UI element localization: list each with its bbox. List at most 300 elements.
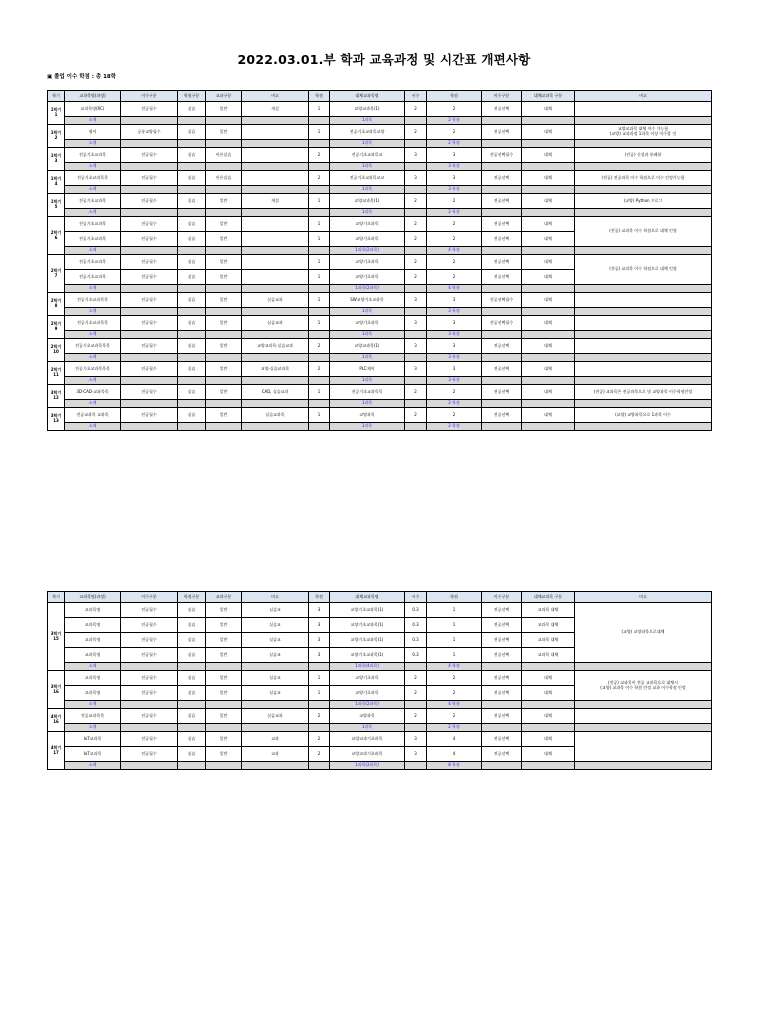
table-cell: 교양기초교과목(1) [330,648,405,663]
subtotal-cell: 4 학점 [427,663,482,671]
table-cell [242,148,309,163]
table-row [48,255,712,270]
table-cell: 대체 [522,339,575,354]
subtotal-cell [242,663,309,671]
table-cell: 1 [309,408,330,423]
note-cell: (전공) 신설과 통폐합 [575,148,712,163]
table-cell: CAD, 실습교과 [242,385,309,400]
subtotal-cell: 2 학점 [427,400,482,408]
table-row [48,102,712,117]
subtotal-cell [309,354,330,362]
table-cell: 전공기초교과목목 [65,293,121,308]
semester-cell: 2학기 6 [48,217,65,255]
table-header [48,592,712,603]
table-cell: 전공선택 [482,255,522,270]
table-cell: 대체 [522,732,575,747]
table-cell: 전공필수 [121,102,178,117]
table-cell: 실습교과목 [242,408,309,423]
table-cell: 전공기초교과목목 [330,385,405,400]
subtotal-cell: 1과목(2과목) [330,701,405,709]
table-cell: 교양교과목(1) [330,339,405,354]
subtotal-cell [121,186,178,194]
table-cell [242,171,309,186]
subtotal-cell [405,186,427,194]
subtotal-cell: 1과목 [330,354,405,362]
table-cell: 교양교과목(1) [330,102,405,117]
column-header: 비고 [575,592,712,603]
table-cell: 전공기초교과목목목 [65,362,121,377]
note-cell [575,293,712,308]
subtotal-cell: 소계 [65,186,121,194]
subtotal-cell [405,331,427,339]
subtotal-cell [309,377,330,385]
subtotal-cell [178,663,206,671]
subtotal-cell [206,285,242,293]
subtotal-cell [309,423,330,431]
table-cell: 4 [427,732,482,747]
subtotal-cell: 소계 [65,762,121,770]
table-cell: 실습 [178,125,206,140]
subtotal-cell: 4 학점 [427,247,482,255]
subtotal-cell: 3 학점 [427,186,482,194]
column-header: 대체교과목 구분 [522,91,575,102]
table-cell: 전공필수 [121,671,178,686]
table-cell: 교과목 대체 [522,648,575,663]
subtotal-cell [242,423,309,431]
subtotal-cell: 소계 [65,308,121,316]
subtotal-cell [178,163,206,171]
subtotal-cell [309,247,330,255]
table-cell: 3 [427,148,482,163]
note-cell [575,709,712,724]
table-cell: 대체 [522,408,575,423]
table-cell: 교양교과기초과목 [330,732,405,747]
semester-cell: 4학기 16 [48,709,65,732]
subtotal-cell [178,117,206,125]
table-cell: 2 [405,217,427,232]
subtotal-cell [309,209,330,217]
subtotal-cell: 1과목 [330,308,405,316]
table-cell: 전공선택 [482,102,522,117]
column-header: 학점 [427,592,482,603]
subtotal-cell [405,377,427,385]
table-cell: 교양기초교과목(1) [330,633,405,648]
table-cell: 전공필수 [121,709,178,724]
table-cell: 1 [309,125,330,140]
table-cell: 대체 [522,293,575,308]
semester-cell: 3학기 12 [48,385,65,408]
subtotal-cell [575,163,712,171]
column-header: 이수구분 [121,91,178,102]
table-cell: 실습 [178,671,206,686]
table-cell: 1 [309,217,330,232]
table-cell: 교양기초과목 [330,217,405,232]
table-cell: 교양기초과목 [330,671,405,686]
table-cell: 3 [405,339,427,354]
table-cell: 전공교과목 교과목 [65,408,121,423]
subtotal-cell: 2 학점 [427,209,482,217]
table-cell: 일반 [206,232,242,247]
subtotal-cell [482,400,522,408]
subtotal-cell [178,701,206,709]
subtotal-cell [309,163,330,171]
table-cell: 일반 [206,385,242,400]
table-cell: 대체 [522,194,575,209]
subtotal-cell [206,186,242,194]
table-cell: 교과목명 [65,648,121,663]
table-cell: 3 [405,171,427,186]
semester-cell: 1학기 4 [48,171,65,194]
table-cell: 전공필수 [121,217,178,232]
semester-cell: 1학기 1 [48,102,65,125]
table-cell: 교양기초과목 [330,232,405,247]
subtotal-cell [242,354,309,362]
table-cell: 실습 [178,102,206,117]
subtotal-cell [405,663,427,671]
subtotal-cell [482,163,522,171]
table-cell: 2 [309,148,330,163]
table-cell: 2 [309,171,330,186]
table-row [48,732,712,747]
subtotal-cell [309,663,330,671]
table-cell: 개설 [242,194,309,209]
table-cell: 교양기초과목 [330,686,405,701]
subtotal-cell [575,377,712,385]
subtotal-cell [405,724,427,732]
table-cell: 실습 [178,686,206,701]
table-cell: 일반 [206,408,242,423]
table-cell: SW교양기초교과목 [330,293,405,308]
table-cell: 1 [309,686,330,701]
table-cell: 2 [309,362,330,377]
table-cell: 전공선택필수 [482,316,522,331]
subtotal-cell [522,663,575,671]
subtotal-cell [206,331,242,339]
table-cell: 일반 [206,732,242,747]
subtotal-cell [242,308,309,316]
note-cell: (전공) 교과목은 전공과목으로 및 교양과목 이수학점인정 [575,385,712,400]
subtotal-row [48,701,712,709]
subtotal-cell [309,117,330,125]
table-cell: 대체 [522,316,575,331]
subtotal-cell: 1과목 [330,209,405,217]
table-cell: 전공기초교과목목 [65,171,121,186]
subtotal-cell [575,423,712,431]
subtotal-cell [242,331,309,339]
table-body [48,603,712,770]
table-cell: 실습 [178,603,206,618]
table-cell [242,270,309,285]
table-cell: 전공선택 [482,648,522,663]
table-cell: 2 [427,671,482,686]
subtotal-cell [178,724,206,732]
table-cell [242,217,309,232]
subtotal-cell [482,701,522,709]
table-row [48,408,712,423]
subtotal-cell [575,724,712,732]
subtotal-cell [575,663,712,671]
table-cell: 3D·CAD·교과목목 [65,385,121,400]
subtotal-cell: 소계 [65,117,121,125]
subtotal-cell [242,724,309,732]
table-cell: 일반 [206,293,242,308]
subtotal-cell [121,285,178,293]
column-header: 비고 [575,91,712,102]
table-cell: 대체 [522,385,575,400]
subtotal-cell [482,117,522,125]
subtotal-cell: 3 학점 [427,331,482,339]
table-cell: 전공필수 [121,148,178,163]
table-cell: 일반 [206,686,242,701]
table-cell: 교양기초과목 [330,316,405,331]
subtotal-cell: 1과목 [330,331,405,339]
table-cell: 전공선택 [482,408,522,423]
table-cell: 일반 [206,603,242,618]
subtotal-cell [242,701,309,709]
note-cell: (전공) 교과목 이수 학점으로 대체 인정 [575,255,712,285]
table-cell: 대체 [522,709,575,724]
table-cell: 대체 [522,747,575,762]
subtotal-cell [206,663,242,671]
subtotal-cell [242,186,309,194]
table-cell: 전공기초교과목목 [65,316,121,331]
subtotal-cell [309,762,330,770]
table-cell: 실습 [178,385,206,400]
subtotal-cell [121,701,178,709]
column-header: 학점구분 [178,592,206,603]
subtotal-cell [522,163,575,171]
subtotal-cell [482,354,522,362]
table-cell: 교양교과목(1) [330,194,405,209]
subtotal-cell: 4 학점 [427,701,482,709]
table-cell: 전공기초교과목목목 [65,339,121,354]
table-cell: 실습 [178,709,206,724]
subtotal-cell: 1과목 [330,117,405,125]
table-cell: 1 [309,194,330,209]
table-cell: 전공필수 [121,732,178,747]
table-cell: 1 [427,633,482,648]
subtotal-cell [482,209,522,217]
subtotal-cell [522,285,575,293]
table-cell: 실습 [178,316,206,331]
subtotal-cell [206,308,242,316]
table-cell: 전공기초교과목 [65,270,121,285]
subtotal-cell [522,117,575,125]
table-cell: 2 [309,339,330,354]
subtotal-cell: 소계 [65,724,121,732]
subtotal-cell [121,762,178,770]
subtotal-cell [178,186,206,194]
table-cell: 실습 [178,293,206,308]
subtotal-cell [482,331,522,339]
table-row [48,362,712,377]
table-cell: 일반 [206,217,242,232]
table-cell: 대체 [522,217,575,232]
subtotal-cell: 3 학점 [427,163,482,171]
subtotal-cell [522,308,575,316]
subtotal-row [48,663,712,671]
subtotal-cell [242,377,309,385]
subtotal-cell [242,140,309,148]
subtotal-row [48,285,712,293]
subtotal-cell [309,724,330,732]
column-header: 학점 [427,91,482,102]
subtotal-cell [405,140,427,148]
subtotal-cell: 소계 [65,247,121,255]
table-cell: 전공필수 [121,603,178,618]
table-cell: 3 [309,633,330,648]
subtotal-cell [309,331,330,339]
table-body [48,102,712,431]
table-cell: 전공필수 [121,385,178,400]
semester-cell: 3학기 16 [48,671,65,709]
table-cell: 전공기초교과목 [65,194,121,209]
subtotal-row [48,423,712,431]
subtotal-cell [242,209,309,217]
table-cell: 0.3 [405,648,427,663]
table-cell: 전공기초교과목 [65,255,121,270]
subtotal-cell [405,209,427,217]
column-header: 학기 [48,91,65,102]
subtotal-cell [178,331,206,339]
subtotal-cell [178,762,206,770]
subtotal-cell [121,140,178,148]
table-cell: 일반 [206,747,242,762]
subtotal-cell: 4 학점 [427,285,482,293]
table-cell: 전공선택 [482,270,522,285]
semester-cell: 3학기 15 [48,603,65,671]
column-header: 시수 [405,592,427,603]
table-cell: 실습 [178,618,206,633]
column-header: 비고 [242,91,309,102]
subtotal-cell [309,308,330,316]
table-cell: 전공선택 [482,339,522,354]
table-cell: 전공필수 [121,232,178,247]
table-cell: 3 [405,293,427,308]
subtotal-row [48,762,712,770]
table-cell: 2 [405,709,427,724]
subtotal-cell [575,701,712,709]
subtotal-cell [482,377,522,385]
subtotal-row [48,331,712,339]
column-header: 비고 [242,592,309,603]
subtotal-cell [121,209,178,217]
table-cell: 실습교 [242,686,309,701]
table-cell: 2 [427,232,482,247]
table-cell: 1 [427,618,482,633]
subtotal-cell: 2 학점 [427,117,482,125]
subtotal-cell: 1과목(2과목) [330,247,405,255]
table-cell: 4 [427,747,482,762]
subtotal-cell [206,400,242,408]
table-row [48,709,712,724]
subtotal-cell [522,354,575,362]
subtotal-cell [206,423,242,431]
table-cell: 교양기초교과목(1) [330,618,405,633]
table-cell [242,125,309,140]
note-cell: (교양) 교양과목으로 1과목 이수 [575,408,712,423]
table-cell: 2 [405,671,427,686]
table-cell: 2 [405,686,427,701]
table-cell: 전공필수 [121,316,178,331]
subtotal-cell [482,762,522,770]
table-cell: 2 [309,709,330,724]
column-header: 교과구분 [206,91,242,102]
graduation-credits-note: ▣ 졸업 이수 학점 : 총 18학 [47,74,117,80]
subtotal-cell [482,186,522,194]
table-cell: 3 [309,618,330,633]
table-cell: 교양과목 [330,709,405,724]
table-cell: 교과목 대체 [522,633,575,648]
subtotal-cell: 1과목 [330,186,405,194]
table-cell: IoT교과목 [65,732,121,747]
subtotal-cell [575,308,712,316]
subtotal-cell [482,423,522,431]
table-cell: 일반 [206,270,242,285]
table-cell: 전공선택필수 [482,293,522,308]
subtotal-cell: 2 학점 [427,724,482,732]
table-cell: 교양기초과목 [330,270,405,285]
table-cell: 일반 [206,618,242,633]
table-cell: 2 [405,385,427,400]
table-cell: 3 [405,732,427,747]
note-cell [575,339,712,354]
table-cell: 전공선택 [482,686,522,701]
table-cell: 공통교양필수 [121,125,178,140]
table-cell: 전공선택필수 [482,148,522,163]
column-header: 이수구분 [482,91,522,102]
subtotal-cell [522,331,575,339]
table-cell: 1 [309,671,330,686]
column-header: 교과목명(과정) [65,592,121,603]
table-cell: 개설 [242,102,309,117]
subtotal-cell [242,117,309,125]
subtotal-cell: 1과목 [330,423,405,431]
table-cell: 전공기초교과목교 [330,148,405,163]
subtotal-cell [309,701,330,709]
table-cell: 실습교 [242,671,309,686]
subtotal-cell [575,186,712,194]
table-cell: 실습교 [242,648,309,663]
table-cell: 실습 [178,171,206,186]
subtotal-row [48,354,712,362]
table-cell: 2 [427,709,482,724]
subtotal-cell [178,209,206,217]
subtotal-cell [482,308,522,316]
table-cell: 일반 [206,194,242,209]
subtotal-cell [405,423,427,431]
table-cell: 2 [427,255,482,270]
table-cell: 1 [427,648,482,663]
subtotal-cell [206,140,242,148]
subtotal-cell [242,247,309,255]
table-cell: 교과 [242,732,309,747]
table-cell: 전공선택 [482,618,522,633]
subtotal-row [48,724,712,732]
note-cell [575,316,712,331]
table-cell: 전공선택 [482,232,522,247]
table-cell: PLC제어 [330,362,405,377]
table-cell: 실습 [178,408,206,423]
table-cell: 3 [405,362,427,377]
table-cell: 대체 [522,255,575,270]
table-cell: 실습교 [242,618,309,633]
subtotal-cell [405,400,427,408]
table-cell: 실습교과 [242,293,309,308]
subtotal-cell [522,247,575,255]
subtotal-cell [575,140,712,148]
table-cell: 교양교과목·실습교과 [242,339,309,354]
